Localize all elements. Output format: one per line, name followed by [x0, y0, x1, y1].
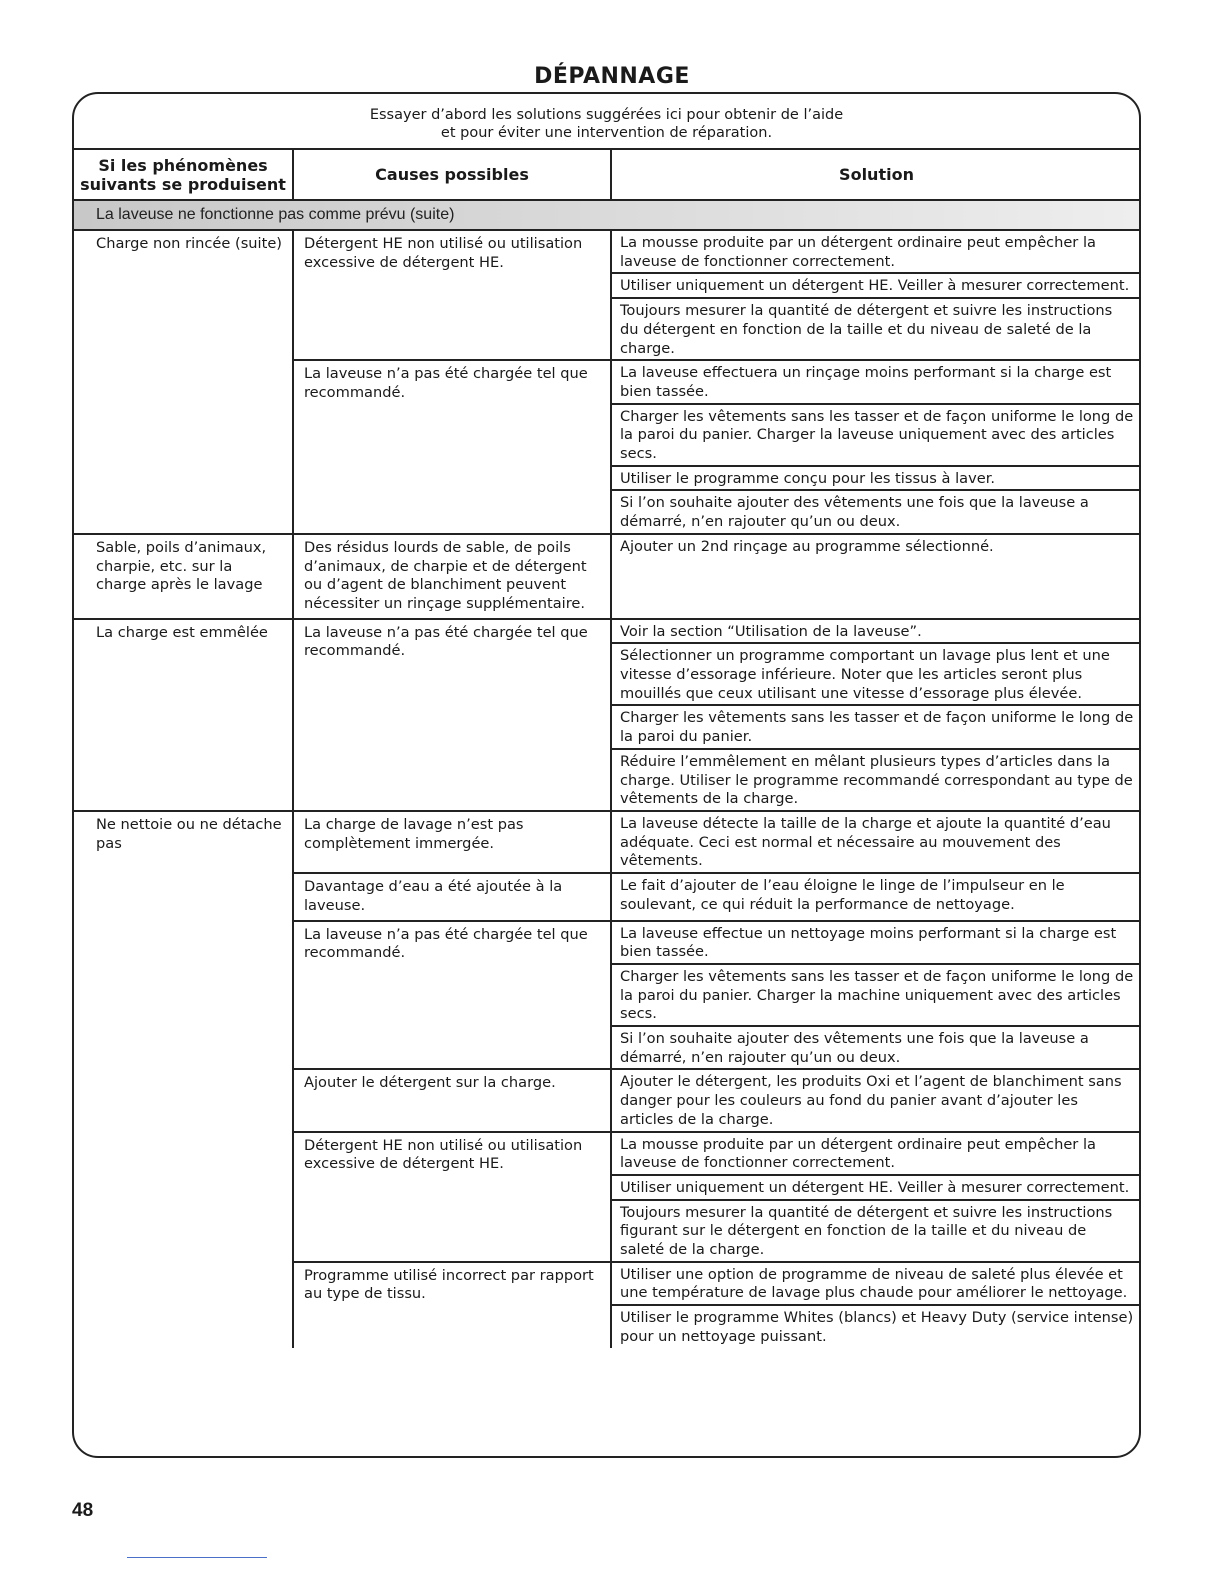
intro-line-2: et pour éviter une intervention de réparation.: [440, 125, 773, 141]
solution-item: Toujours mesurer la quantité de détergent et suivre les instructions figurant sur le détergent en fonction de la taille et du niveau de saleté de la charge.: [620, 1203, 1113, 1259]
cause-cell: La laveuse n’a pas été chargée tel que recommandé.: [293, 921, 611, 1070]
solution-item: Ajouter un 2nd rinçage au programme sélectionné.: [620, 537, 994, 555]
solution-cell: [611, 619, 1141, 811]
solution-item: La laveuse effectue un nettoyage moins performant si la charge est bien tassée.: [612, 922, 1141, 965]
solution-item: Réduire l’emmêlement en mêlant plusieurs types d’articles dans la charge. Utiliser le programme recommandé correspondant au type de vêtements de la charge.: [620, 752, 1133, 808]
section-header-row: [74, 200, 1141, 230]
page-title: DÉPANNAGE: [534, 64, 690, 89]
solution-item: Toujours mesurer la quantité de détergent et suivre les instructions du détergent en fonction de la taille et du niveau de saleté de la charge.: [620, 302, 1113, 357]
table-row: [74, 811, 1141, 873]
solution-item: Charger les vêtements sans les tasser et de façon uniforme le long de la paroi du panier.: [612, 706, 1141, 749]
solution-item: Si l’on souhaite ajouter des vêtements une fois que la laveuse a démarré, n’en rajouter qu’un ou deux.: [620, 494, 1089, 531]
table-row: [74, 230, 1141, 360]
cause-cell: La laveuse n’a pas été chargée tel que recommandé.: [293, 360, 611, 534]
phenomenon-cell: Charge non rincée (suite): [74, 230, 293, 534]
header-phenomenon: [74, 150, 293, 200]
header-solution: Solution: [611, 150, 1141, 200]
cause-cell: Davantage d’eau a été ajoutée à la laveuse.: [293, 873, 611, 920]
solution-item: Le fait d’ajouter de l’eau éloigne le linge de l’impulseur en le soulevant, ce qui réduit la performance de nettoyage.: [620, 877, 1065, 913]
section-title: La laveuse ne fonctionne pas comme prévu (suite): [74, 200, 1141, 230]
phenomenon-cell: La charge est emmêlée: [74, 619, 293, 811]
table-header-row: [74, 150, 1141, 200]
header-phenomenon-line-2: suivants se produisent: [80, 174, 286, 194]
solution-cell: [611, 1132, 1141, 1262]
troubleshooting-frame: [72, 92, 1141, 1458]
intro-text: [74, 94, 1139, 150]
page-number: 48: [72, 1500, 94, 1521]
phenomenon-cell: Sable, poils d’animaux, charpie, etc. sur la charge après le lavage: [74, 534, 293, 619]
header-causes: Causes possibles: [293, 150, 611, 200]
solution-cell: [611, 360, 1141, 534]
solution-item: Utiliser le programme conçu pour les tissus à laver.: [612, 467, 1141, 492]
solution-item: Sélectionner un programme comportant un lavage plus lent et une vitesse d’essorage inférieure. Noter que les articles seront plus mouillés que ceux utilisant une vitesse d’essorage plus élevée.: [612, 644, 1141, 706]
solution-cell: [611, 1262, 1141, 1348]
solution-cell: [611, 534, 1141, 619]
solution-item: Charger les vêtements sans les tasser et de façon uniforme le long de la paroi du panier. Charger la laveuse uniquement avec des articles secs.: [612, 405, 1141, 467]
solution-item: La laveuse effectuera un rinçage moins performant si la charge est bien tassée.: [612, 361, 1141, 404]
troubleshooting-table: [74, 150, 1141, 1348]
solution-cell: [611, 873, 1141, 920]
cause-cell: Détergent HE non utilisé ou utilisation excessive de détergent HE.: [293, 1132, 611, 1262]
solution-item: La mousse produite par un détergent ordinaire peut empêcher la laveuse de fonctionner correctement.: [612, 1133, 1141, 1176]
cause-cell: Des résidus lourds de sable, de poils d’animaux, de charpie et de détergent ou d’agent de blanchiment peuvent nécessiter un rinçage supplémentaire.: [293, 534, 611, 619]
phenomenon-cell: Ne nettoie ou ne détache pas: [96, 815, 282, 852]
cause-cell: La laveuse n’a pas été chargée tel que recommandé.: [293, 619, 611, 811]
cause-cell: Ajouter le détergent sur la charge.: [293, 1069, 611, 1131]
solution-item: Utiliser le programme Whites (blancs) et Heavy Duty (service intense) pour un nettoyage puissant.: [620, 1309, 1134, 1345]
solution-cell: [611, 811, 1141, 873]
solution-cell: [611, 921, 1141, 1070]
table-row: [74, 534, 1141, 619]
solution-item: La mousse produite par un détergent ordinaire peut empêcher la laveuse de fonctionner correctement.: [612, 231, 1141, 274]
solution-item: La laveuse détecte la taille de la charge et ajoute la quantité d’eau adéquate. Ceci est normal et nécessaire au mouvement des vêtements.: [620, 814, 1111, 870]
solution-cell: [611, 1069, 1141, 1131]
solution-item: Charger les vêtements sans les tasser et de façon uniforme le long de la paroi du panier. Charger la machine uniquement avec des articles secs.: [612, 965, 1141, 1027]
solution-item: Utiliser une option de programme de niveau de saleté plus élevée et une température de lavage plus chaude pour améliorer le nettoyage.: [612, 1263, 1141, 1306]
solution-item: Ajouter le détergent, les produits Oxi et l’agent de blanchiment sans danger pour les couleurs au fond du panier avant d’ajouter les articles de la charge.: [620, 1073, 1122, 1128]
table-row: [74, 619, 1141, 811]
cause-cell: La charge de lavage n’est pas complètement immergée.: [293, 811, 611, 873]
solution-item: Utiliser uniquement un détergent HE. Veiller à mesurer correctement.: [612, 274, 1141, 299]
cause-cell: Programme utilisé incorrect par rapport au type de tissu.: [293, 1262, 611, 1348]
intro-line-1: Essayer d’abord les solutions suggérées ici pour obtenir de l’aide: [369, 107, 844, 123]
solution-item: Si l’on souhaite ajouter des vêtements une fois que la laveuse a démarré, n’en rajouter qu’un ou deux.: [620, 1030, 1089, 1066]
solution-item: Utiliser uniquement un détergent HE. Veiller à mesurer correctement.: [612, 1176, 1141, 1201]
footer-rule: [127, 1557, 267, 1558]
cause-cell: Détergent HE non utilisé ou utilisation excessive de détergent HE.: [293, 230, 611, 360]
header-phenomenon-line-1: Si les phénomènes: [98, 155, 268, 175]
solution-item: Voir la section “Utilisation de la laveuse”.: [612, 620, 1141, 645]
solution-cell: [611, 230, 1141, 360]
